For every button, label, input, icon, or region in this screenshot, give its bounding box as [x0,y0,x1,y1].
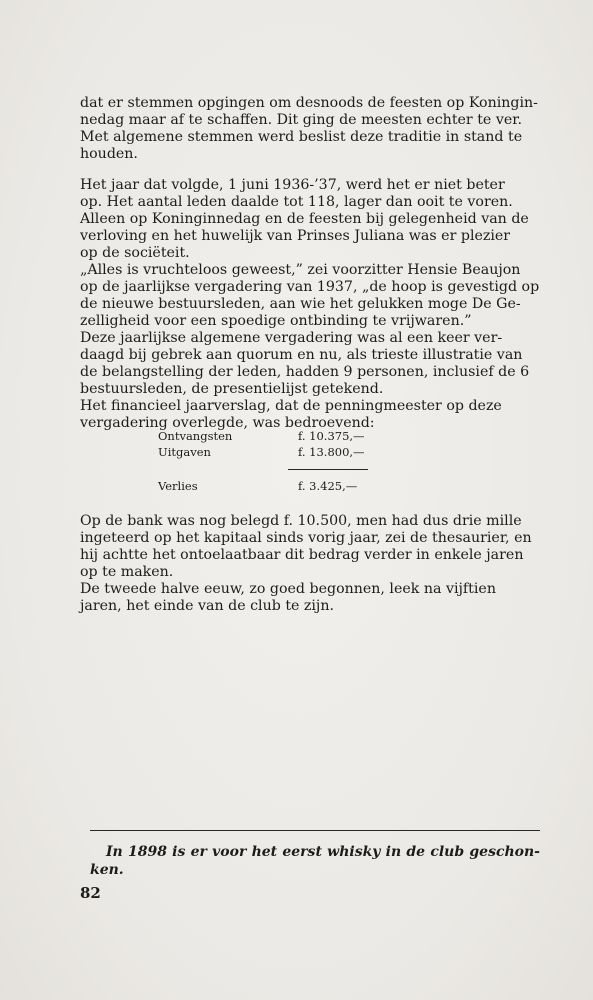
text-line: daagd bij gebrek aan quorum en nu, als trieste illustratie van [80,347,523,363]
finance-row [158,444,378,460]
text-line: op te maken. [80,564,174,580]
text-line: Het jaar dat volgde, 1 juni 1936-’37, werd het er niet beter [80,177,505,193]
text-line: op de jaarlijkse vergadering van 1937, „de hoop is gevestigd op [80,279,540,295]
text-line: Deze jaarlijkse algemene vergadering was al een keer ver- [80,330,503,346]
text-line: De tweede halve eeuw, zo goed begonnen, leek na vijftien [80,581,496,597]
finance-total-label: Verlies [158,479,198,493]
footnote-divider [90,830,540,831]
text-line: op de sociëteit. [80,245,190,261]
paragraph [80,330,540,398]
text-line: „Alles is vruchteloos geweest,” zei voorzitter Hensie Beaujon [80,262,521,278]
text-line: jaren, het einde van de club te zijn. [80,598,334,614]
text-line: hij achtte het ontoelaatbaar dit bedrag verder in enkele jaren [80,547,524,563]
text-line: de belangstelling der leden, hadden 9 personen, inclusief de 6 [80,364,530,380]
text-line: Met algemene stemmen werd beslist deze traditie in stand te [80,129,523,145]
text-block-top [80,95,540,163]
paragraph [80,95,540,163]
text-line: de nieuwe bestuursleden, aan wie het gelukken moge De Ge- [80,296,521,312]
page-number: 82 [80,884,101,902]
text-line: Op de bank was nog belegd f. 10.500, men had dus drie mille [80,513,522,529]
finance-total-amount: f. 3.425,— [298,479,358,493]
text-block-middle [80,177,540,432]
text-line: nedag maar af te schaffen. Dit ging de meesten echter te ver. [80,112,522,128]
text-line: op. Het aantal leden daalde tot 118, lager dan ooit te voren. [80,194,513,210]
text-line: dat er stemmen opgingen om desnoods de feesten op Koningin- [80,95,538,111]
finance-label: Uitgaven [158,445,211,459]
paragraph [80,262,540,330]
paragraph [80,581,540,615]
finance-row [158,428,378,444]
finance-total-row [158,478,378,494]
text-line: Het financieel jaarverslag, dat de penningmeester op deze [80,398,502,414]
finance-table [158,428,378,460]
footnote: In 1898 is er voor het eerst whisky in de club geschon- ken. [90,844,540,878]
paragraph [80,398,540,432]
finance-sum-rule [288,469,368,470]
finance-amount: f. 10.375,— [298,429,365,443]
text-line: bestuursleden, de presentielijst getekend. [80,381,384,397]
text-line: zelligheid voor een spoedige ontbinding te vrijwaren.” [80,313,472,329]
text-line: Alleen op Koninginnedag en de feesten bij gelegenheid van de [80,211,529,227]
finance-label: Ontvangsten [158,429,233,443]
text-line: houden. [80,146,138,162]
text-line: vergadering overlegde, was bedroevend: [80,415,375,431]
paragraph [80,513,540,581]
text-block-bottom [80,513,540,615]
text-line: ingeteerd op het kapitaal sinds vorig jaar, zei de thesaurier, en [80,530,532,546]
text-line: verloving en het huwelijk van Prinses Juliana was er plezier [80,228,511,244]
paragraph [80,177,540,262]
finance-amount: f. 13.800,— [298,445,365,459]
